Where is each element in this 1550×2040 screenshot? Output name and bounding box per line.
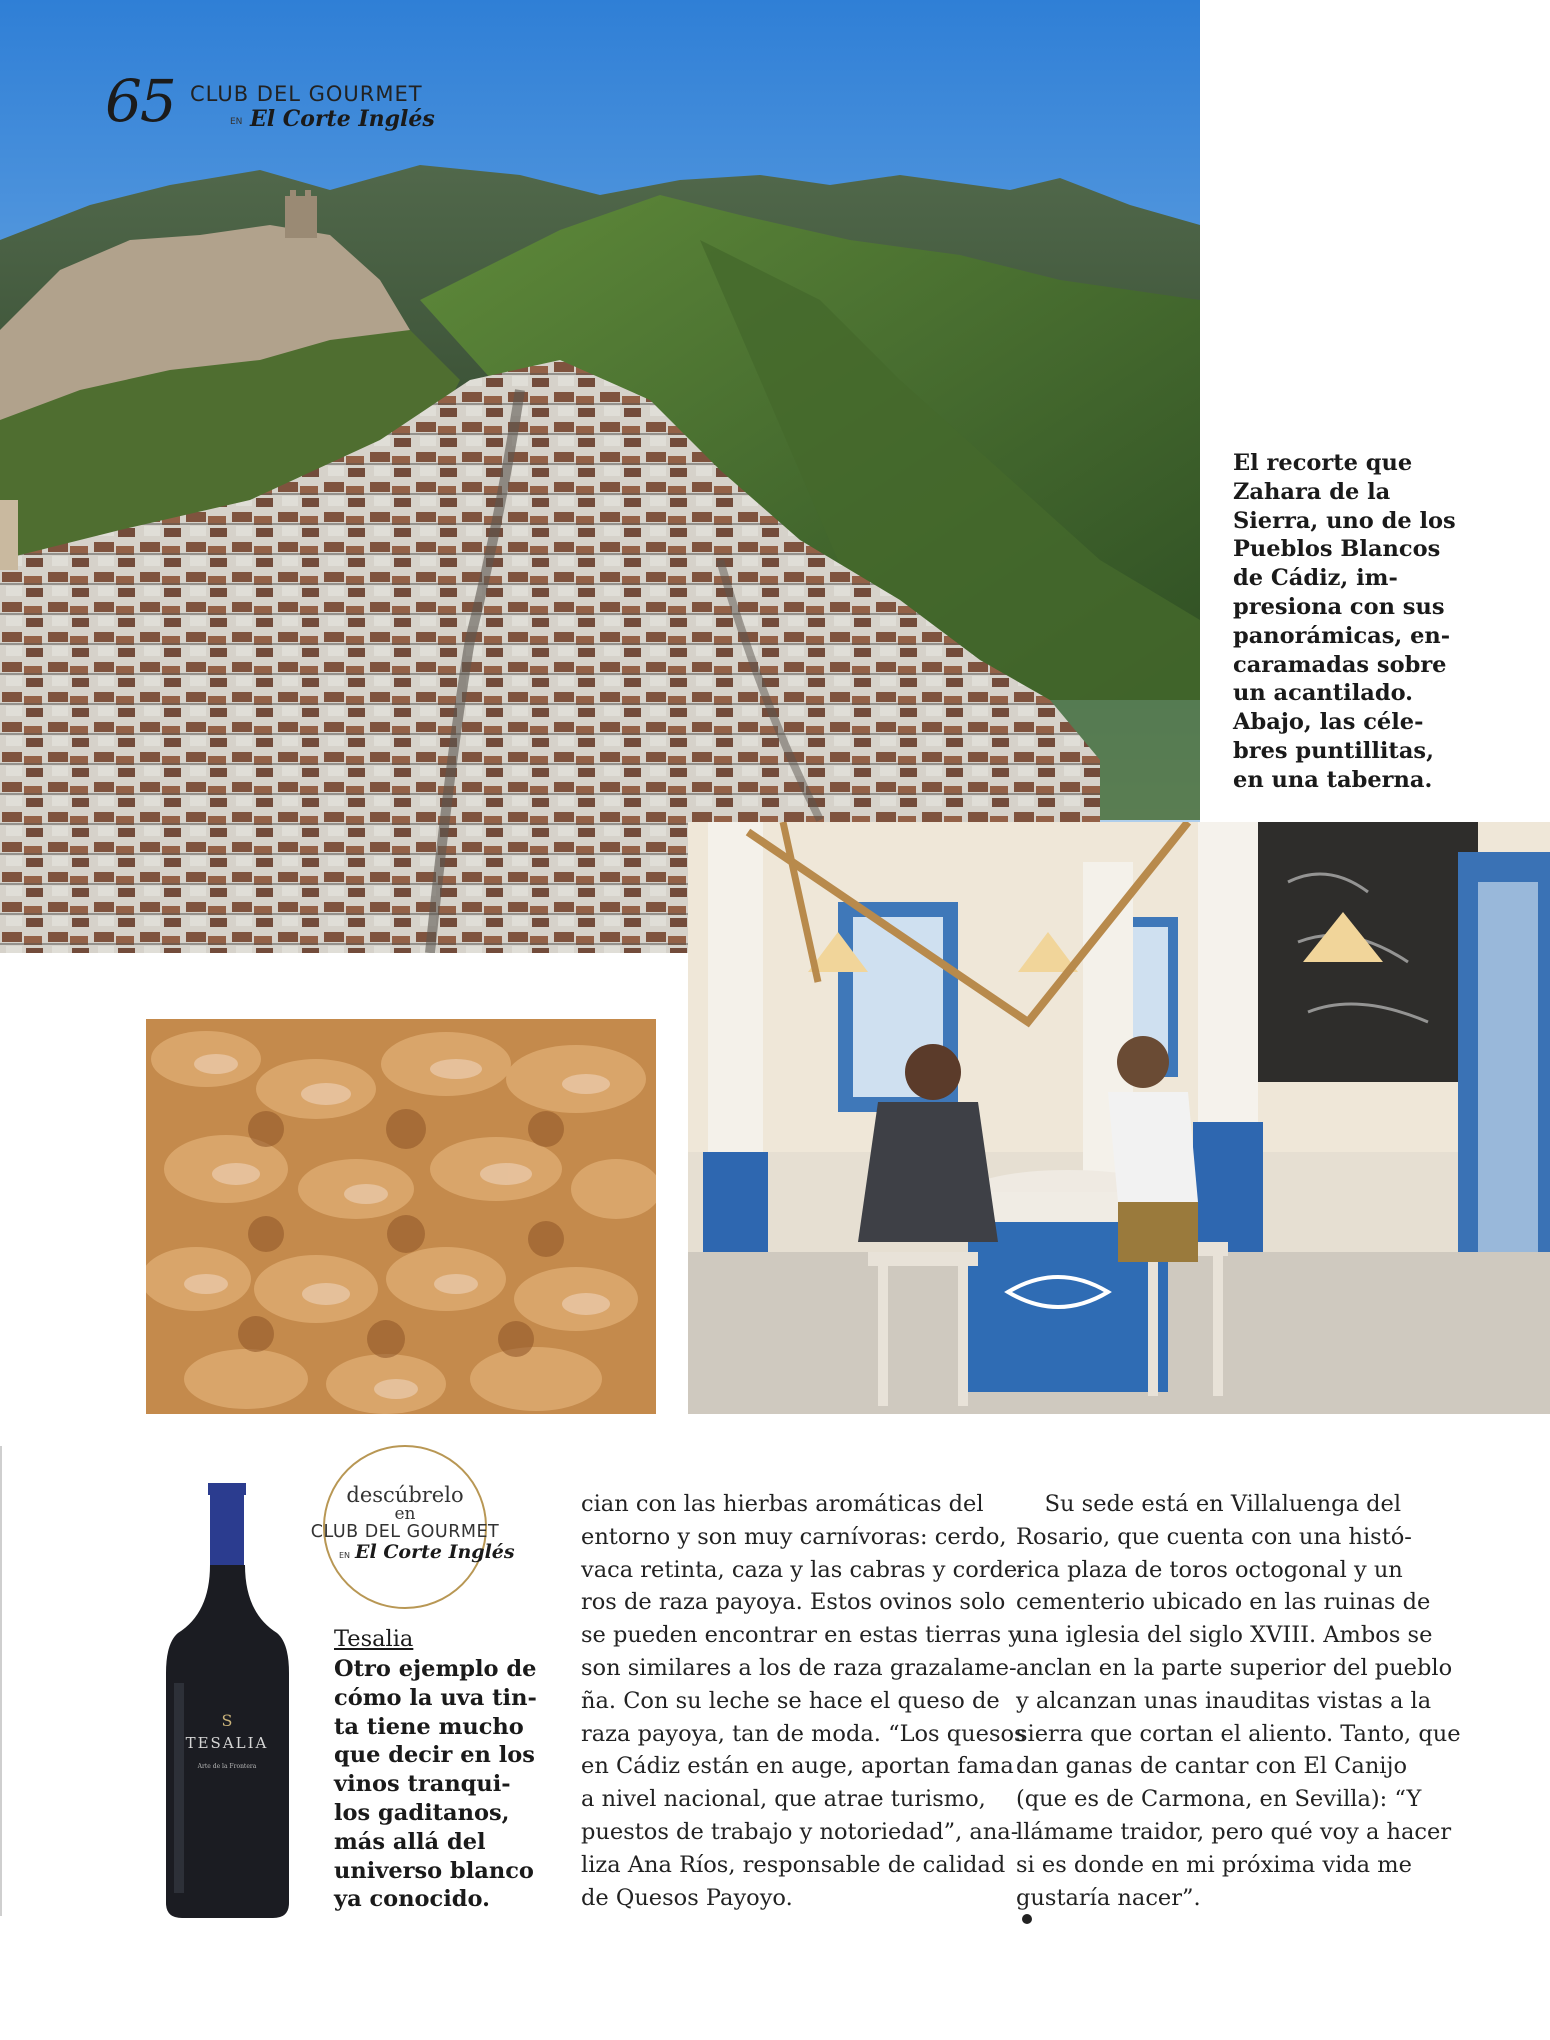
wine-description (334, 1655, 537, 1914)
descubrelo-badge (310, 1445, 515, 1609)
caption-line: bres puntillitas, (1233, 737, 1434, 764)
wine-line: que decir en los (334, 1742, 535, 1769)
caption-line: panorámicas, en- (1233, 622, 1451, 649)
bottle-label: TESALIA (185, 1734, 269, 1752)
wine-line: vinos tranqui- (334, 1771, 511, 1798)
bottle-sublabel: Arte de la Frontera (197, 1763, 257, 1770)
caption-line: de Cádiz, im- (1233, 565, 1398, 592)
body-line: una iglesia del siglo XVIII. Ambos se (1016, 1622, 1433, 1649)
fried-squid-photo (146, 1019, 656, 1414)
page-edge-rule (0, 1446, 2, 1916)
caption-line: Sierra, uno de los (1233, 507, 1456, 534)
badge-club-del-gourmet: CLUB DEL GOURMET (310, 1522, 500, 1542)
wine-line: más allá del (334, 1828, 486, 1855)
body-line: son similares a los de raza grazalame- (581, 1654, 1017, 1681)
badge-en: en (394, 1504, 416, 1524)
body-line: dan ganas de cantar con El Canijo (1016, 1753, 1408, 1780)
body-line: sierra que cortan el aliento. Tanto, que (1016, 1720, 1461, 1747)
caption-line: Pueblos Blancos (1233, 536, 1441, 563)
masthead-en: EN (230, 117, 243, 127)
body-line-text: gustaría nacer”. (1016, 1884, 1201, 1911)
body-column-2 (1016, 1488, 1461, 1924)
body-line: de Quesos Payoyo. (581, 1884, 793, 1911)
wine-line: ya conocido. (334, 1886, 490, 1913)
page-number: 65 (105, 67, 175, 135)
body-line: ña. Con su leche se hace el queso de (581, 1687, 1000, 1714)
body-line: vaca retinta, caza y las cabras y corde- (581, 1556, 1025, 1583)
aerial-village-photo (0, 0, 1200, 953)
body-line: Rosario, que cuenta con una histó- (1016, 1523, 1412, 1550)
body-line: raza payoya, tan de moda. “Los quesos (581, 1720, 1026, 1747)
tavern-interior-photo (688, 822, 1550, 1414)
wine-line: cómo la uva tin- (334, 1684, 537, 1711)
body-line: a nivel nacional, que atrae turismo, (581, 1786, 986, 1813)
body-line: Su sede está en Villaluenga del (1016, 1491, 1402, 1517)
body-column-1 (581, 1488, 1026, 1914)
body-line: puestos de trabajo y notoriedad”, ana- (581, 1818, 1019, 1845)
body-line: se pueden encontrar en estas tierras y (581, 1622, 1022, 1649)
body-line: anclan en la parte superior del pueblo (1016, 1654, 1453, 1681)
wine-line: los gaditanos, (334, 1799, 510, 1826)
body-line: (que es de Carmona, en Sevilla): “Y (1016, 1786, 1422, 1813)
club-del-gourmet-logo: CLUB DEL GOURMET (190, 82, 423, 106)
wine-line: ta tiene mucho (334, 1713, 524, 1740)
badge-en-small: EN (339, 1551, 351, 1560)
el-corte-ingles-logo: El Corte Inglés (250, 106, 435, 132)
body-line: entorno y son muy carnívoras: cerdo, (581, 1523, 1007, 1550)
svg-text:S: S (221, 1711, 233, 1730)
body-line: ros de raza payoya. Estos ovinos solo (581, 1589, 1006, 1616)
body-line: llámame traidor, pero qué voy a hacer (1016, 1818, 1452, 1845)
wine-bottle-image (160, 1483, 295, 1918)
caption-line: un acantilado. (1233, 680, 1414, 707)
wine-line: universo blanco (334, 1857, 534, 1884)
caption-line: Abajo, las céle- (1233, 709, 1424, 736)
photo-caption (1233, 449, 1456, 795)
wine-name: Tesalia (334, 1626, 414, 1652)
wine-line: Otro ejemplo de (334, 1656, 537, 1682)
badge-el-corte-ingles-logo: El Corte Inglés (355, 1541, 515, 1563)
body-line: si es donde en mi próxima vida me (1016, 1851, 1412, 1878)
caption-line: caramadas sobre (1233, 651, 1447, 678)
caption-line: El recorte que (1233, 450, 1413, 476)
body-line: rica plaza de toros octogonal y un (1016, 1556, 1403, 1583)
body-line: y alcanzan unas inauditas vistas a la (1016, 1687, 1432, 1714)
caption-line: Zahara de la (1233, 478, 1391, 505)
body-line: cementerio ubicado en las ruinas de (1016, 1589, 1431, 1616)
caption-line: presiona con sus (1233, 593, 1445, 620)
end-of-article-bullet (1022, 1914, 1032, 1924)
body-line-last (1016, 1882, 1436, 1925)
caption-line: en una taberna. (1233, 766, 1433, 793)
body-line: liza Ana Ríos, responsable de calidad (581, 1851, 1006, 1878)
body-line: en Cádiz están en auge, aportan fama (581, 1753, 1014, 1780)
badge-discover: descúbrelo (346, 1483, 464, 1507)
body-line: cian con las hierbas aromáticas del (581, 1491, 984, 1517)
